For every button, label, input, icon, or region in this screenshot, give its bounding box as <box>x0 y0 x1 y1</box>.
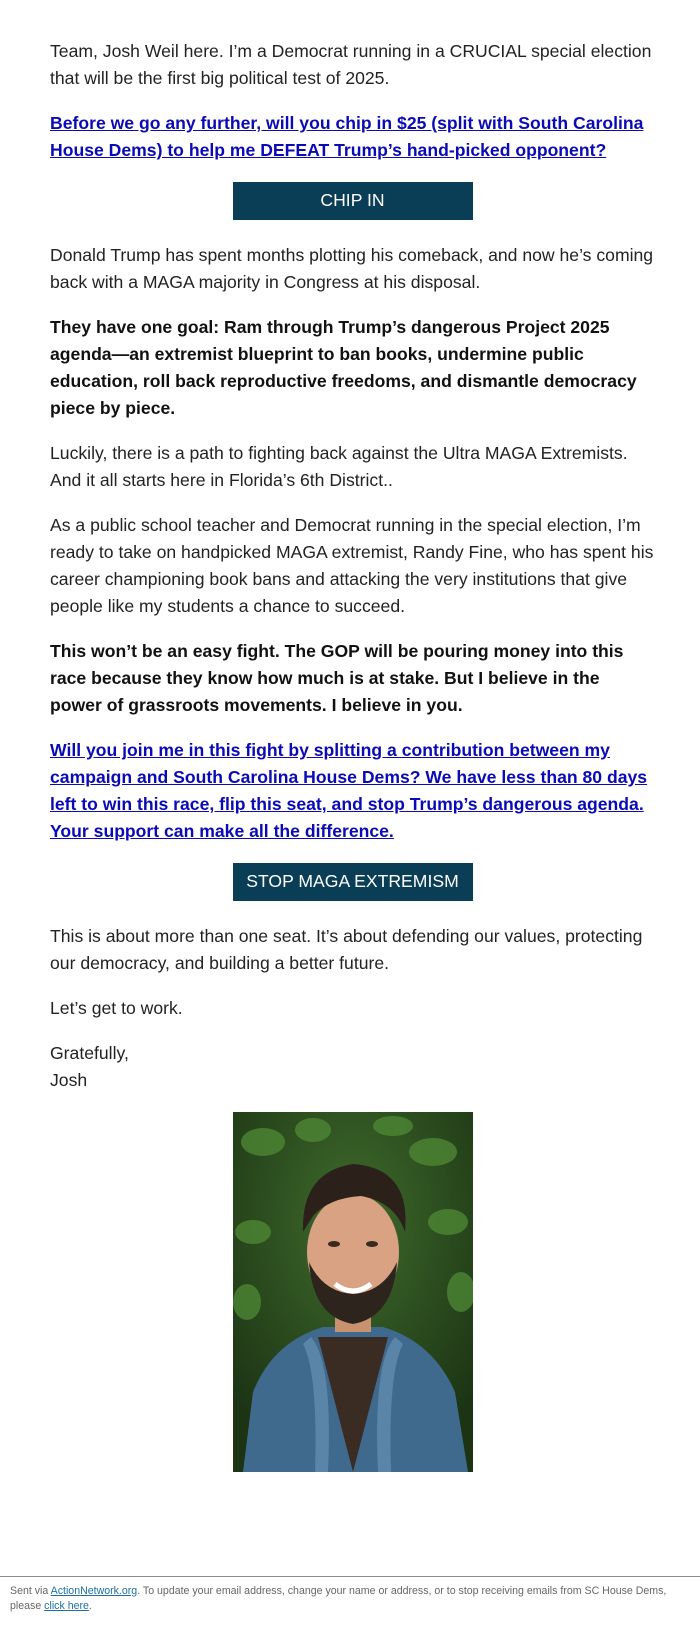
fight-paragraph: This won’t be an easy fight. The GOP will be pouring money into this race because they know how much is at stake. But I believe in the power of grassroots movements. I believe in you. <box>50 641 624 715</box>
donate-ask-link-2[interactable]: Will you join me in this fight by splitting a contribution between my campaign and South Carolina House Dems? We have less than 80 days left to win this race, flip this seat, and stop Trump’s dangerous agenda. Your support can make all the difference. <box>50 740 648 841</box>
email-body <box>50 38 655 1472</box>
path-paragraph: Luckily, there is a path to fighting back against the Ultra MAGA Extremists. And it all starts here in Florida’s 6th District.. <box>50 443 628 490</box>
signature-name: Josh <box>50 1070 88 1090</box>
unsubscribe-click-here-link[interactable]: click here <box>44 1600 89 1612</box>
chip-in-button-wrap <box>50 182 655 220</box>
work-paragraph: Let’s get to work. <box>50 998 183 1018</box>
footer-divider <box>0 1576 700 1577</box>
chip-in-button[interactable]: CHIP IN <box>233 182 473 220</box>
photo-wrap <box>50 1112 655 1472</box>
action-network-link[interactable]: ActionNetwork.org <box>50 1585 138 1597</box>
donate-ask-link-1[interactable]: Before we go any further, will you chip in $25 (split with South Carolina House Dems) to help me DEFEAT Trump’s hand-picked opponent? <box>50 113 644 160</box>
teacher-paragraph: As a public school teacher and Democrat running in the special election, I’m ready to take on handpicked MAGA extremist, Randy Fine, who has spent his career championing book bans and attacking the very institutions that give people like my students a chance to succeed. <box>50 515 654 616</box>
footer-middle: . To update your email address, change your name or address, or to stop receiving emails from SC House Dems, please <box>10 1585 667 1612</box>
signoff-text: Gratefully, <box>50 1043 129 1063</box>
email-footer <box>10 1584 680 1614</box>
signoff <box>50 1040 655 1094</box>
footer-suffix: . <box>88 1600 92 1612</box>
trump-paragraph: Donald Trump has spent months plotting his comeback, and now he’s coming back with a MAGA majority in Congress at his disposal. <box>50 245 654 292</box>
footer-prefix: Sent via <box>10 1585 51 1597</box>
goal-paragraph: They have one goal: Ram through Trump’s dangerous Project 2025 agenda—an extremist blueprint to ban books, undermine public education, roll back reproductive freedoms, and dismantle democracy piece by piece. <box>50 317 637 418</box>
stop-maga-extremism-button[interactable]: STOP MAGA EXTREMISM <box>233 863 473 901</box>
stop-maga-button-wrap <box>50 863 655 901</box>
values-paragraph: This is about more than one seat. It’s about defending our values, protecting our democracy, and building a better future. <box>50 926 643 973</box>
intro-paragraph: Team, Josh Weil here. I’m a Democrat running in a CRUCIAL special election that will be the first big political test of 2025. <box>50 41 652 88</box>
candidate-photo <box>233 1112 473 1472</box>
